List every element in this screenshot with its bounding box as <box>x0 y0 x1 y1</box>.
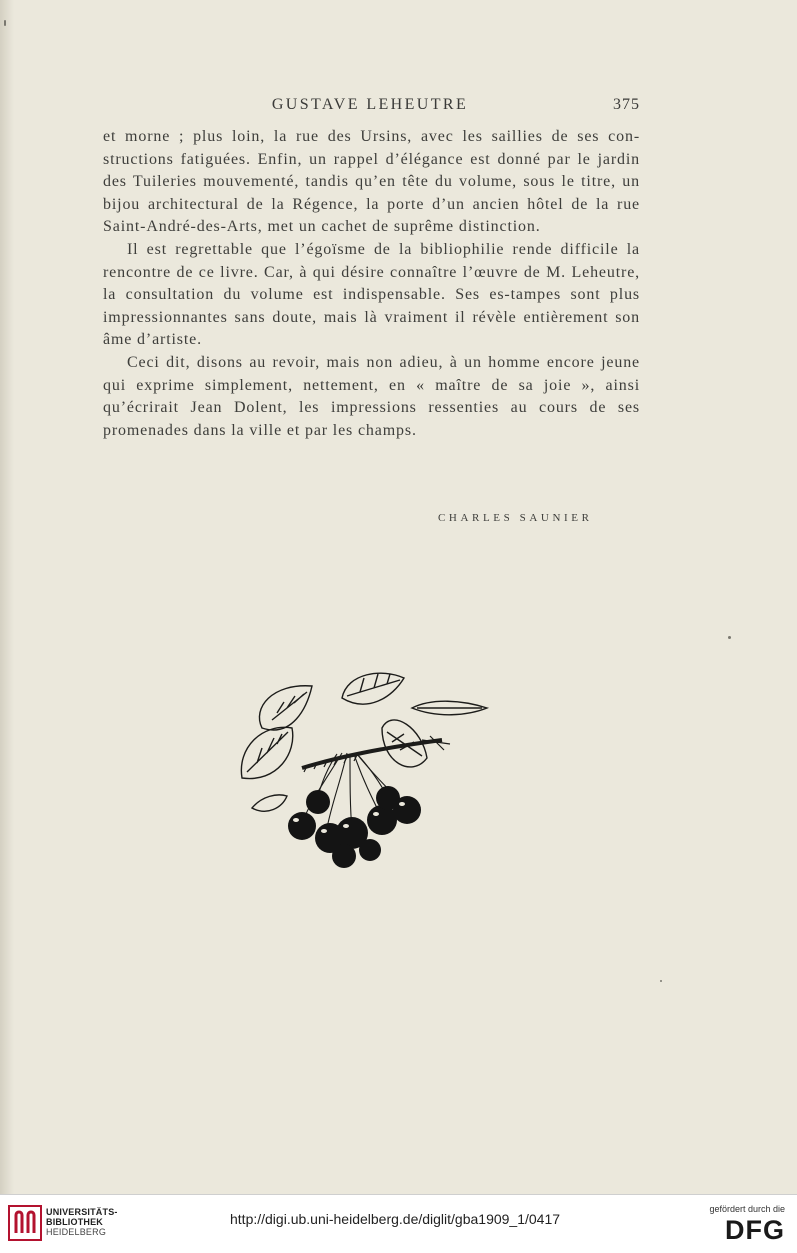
library-name <box>46 1207 118 1237</box>
running-head <box>100 96 640 120</box>
running-title: GUSTAVE LEHEUTRE <box>271 96 469 113</box>
paper-speck <box>4 20 6 26</box>
library-name-line1: UNIVERSITÄTS- <box>46 1207 118 1217</box>
permalink-url[interactable]: http://digi.ub.uni-heidelberg.de/diglit/gba1909_1/0417 <box>230 1211 561 1227</box>
library-name-line3: HEIDELBERG <box>46 1227 107 1237</box>
university-library-logo-icon <box>8 1205 42 1241</box>
paragraph-1: et morne ; plus loin, la rue des Ursins, avec les saillies de ses con-structions fatiguées. Enfin, un rappel d’élégance est donné par le jardin des Tuileries mouvementé, tandis qu’en tête du volume, sous le titre, un bijou architectural de la Régence, la porte d’un ancien hôtel de la rue Saint-André-des-Arts, met un cachet de suprême distinction. <box>103 128 640 236</box>
cherries-vignette-icon <box>232 668 490 872</box>
page-number: 375 <box>613 96 640 113</box>
library-name-line2: BIBLIOTHEK <box>46 1217 103 1227</box>
paragraph-2: Il est regrettable que l’égoïsme de la bibliophilie rende difficile la rencontre de ce livre. Car, à qui désire connaître l’œuvre de M. Leheutre, la consultation du volume est indispensable. Ses es-tampes sont plus impressionnantes sans doute, mais là vraiment il révèle entièrement son âme d’artiste. <box>103 240 640 349</box>
dfg-logo: DFG <box>725 1215 785 1245</box>
paragraph-3: Ceci dit, disons au revoir, mais non adieu, à un homme encore jeune qui exprime simplement, nettement, en « maître de sa joie », ainsi qu’écrirait Jean Dolent, les impressions ressenties au cours de ses promenades dans la ville et par les champs. <box>103 353 640 439</box>
author-signature: CHARLES SAUNIER <box>438 512 593 524</box>
binding-shadow <box>0 0 14 1194</box>
paper-speck <box>660 980 662 982</box>
paper-speck <box>728 636 731 639</box>
digitization-footer <box>0 1194 797 1253</box>
funded-by-label: gefördert durch die <box>709 1204 785 1214</box>
article-body <box>103 126 640 442</box>
